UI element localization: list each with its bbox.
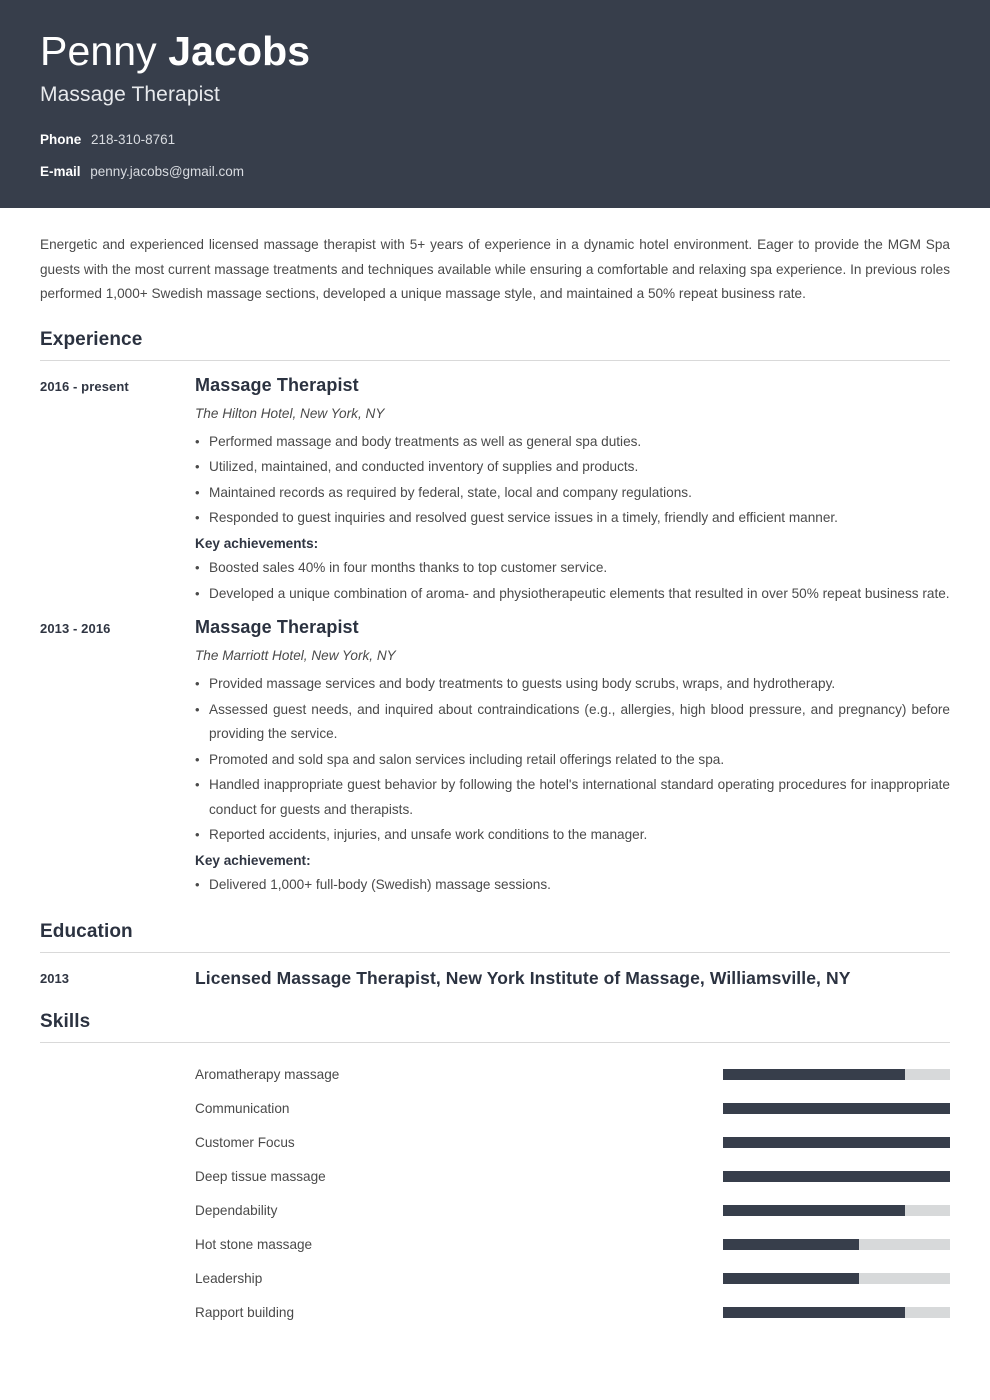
skill-label: Rapport building	[195, 1304, 294, 1320]
list-item: • Reported accidents, injuries, and unsafe work conditions to the manager.	[195, 823, 950, 848]
skill-level-bar	[723, 1171, 950, 1182]
list-item	[40, 1193, 950, 1227]
key-achievements-label: Key achievements:	[195, 535, 319, 551]
candidate-last-name: Jacobs	[168, 28, 311, 74]
professional-summary: Energetic and experienced licensed massage therapist with 5+ years of experience in a dynamic hotel environment. Eager to provide the MGM Spa guests with the most current massage treatments and techniques available while ensuring a comfortable and relaxing spa experience. In previous roles performed 1,000+ Swedish massage sections, developed a unique massage style, and maintained a 50% repeat business rate.	[40, 237, 950, 301]
list-item: • Promoted and sold spa and salon services including retail offerings related to the spa.	[195, 748, 950, 773]
skill-level-fill	[723, 1171, 950, 1182]
education-entry-date: 2013	[40, 970, 69, 986]
skill-level-bar	[723, 1137, 950, 1148]
skill-label: Deep tissue massage	[195, 1168, 326, 1184]
experience-entry-achievements	[195, 873, 950, 898]
skill-level-bar	[723, 1239, 950, 1250]
skill-level-bar	[723, 1273, 950, 1284]
candidate-first-name: Penny	[40, 28, 157, 74]
list-item: • Provided massage services and body treatments to guests using body scrubs, wraps, and hydrotherapy.	[195, 672, 950, 697]
list-item: • Utilized, maintained, and conducted inventory of supplies and products.	[195, 455, 950, 480]
skill-level-fill	[723, 1273, 859, 1284]
experience-entry-body	[195, 375, 950, 608]
experience-entry-date: 2016 - present	[40, 378, 129, 394]
list-item: • Developed a unique combination of aroma- and physiotherapeutic elements that resulted in over 50% repeat business rate.	[195, 582, 950, 607]
education-section	[40, 921, 950, 990]
list-item	[40, 1057, 950, 1091]
skill-label: Dependability	[195, 1202, 278, 1218]
list-item	[40, 1261, 950, 1295]
skills-list	[40, 1057, 950, 1329]
experience-entry-body	[195, 617, 950, 899]
list-item: • Performed massage and body treatments as well as general spa duties.	[195, 430, 950, 455]
experience-entry-title: Massage Therapist	[195, 374, 359, 395]
skills-divider	[40, 1042, 950, 1043]
skill-level-bar	[723, 1205, 950, 1216]
candidate-job-title: Massage Therapist	[40, 83, 220, 107]
experience-entry-achievements	[195, 556, 950, 606]
skill-level-fill	[723, 1137, 950, 1148]
experience-section	[40, 329, 950, 899]
skill-level-bar	[723, 1103, 950, 1114]
skill-level-fill	[723, 1239, 859, 1250]
experience-entry	[40, 617, 950, 899]
skill-label: Hot stone massage	[195, 1236, 313, 1252]
experience-entry-organization: The Marriott Hotel, New York, NY	[195, 648, 396, 663]
experience-entry-organization: The Hilton Hotel, New York, NY	[195, 405, 385, 421]
list-item: • Maintained records as required by federal, state, local and company regulations.	[195, 481, 950, 506]
experience-entry	[40, 375, 950, 608]
list-item: • Boosted sales 40% in four months thanks to top customer service.	[195, 556, 950, 581]
email-label: E-mail	[40, 163, 81, 179]
experience-entry-bullets	[195, 672, 950, 848]
candidate-name	[40, 30, 950, 73]
skill-level-bar	[723, 1307, 950, 1318]
phone-label: Phone	[40, 132, 82, 148]
skills-heading: Skills	[40, 1011, 91, 1033]
education-heading: Education	[40, 920, 133, 942]
education-entry-title: Licensed Massage Therapist, New York Institute of Massage, Williamsville, NY	[195, 967, 851, 988]
experience-divider	[40, 360, 950, 361]
experience-entry-date: 2013 - 2016	[40, 621, 111, 636]
email-value[interactable]: penny.jacobs@gmail.com	[90, 163, 245, 179]
skill-level-fill	[723, 1205, 905, 1216]
list-item: • Delivered 1,000+ full-body (Swedish) massage sessions.	[195, 873, 950, 898]
contact-row-phone	[40, 133, 950, 147]
contact-row-email	[40, 165, 950, 179]
phone-value[interactable]: 218-310-8761	[91, 132, 176, 148]
list-item	[40, 1295, 950, 1329]
list-item	[40, 1227, 950, 1261]
skill-label: Aromatherapy massage	[195, 1066, 340, 1082]
experience-heading: Experience	[40, 328, 143, 350]
list-item	[40, 1091, 950, 1125]
skill-level-fill	[723, 1103, 950, 1114]
skills-section	[40, 1011, 950, 1329]
skill-label: Communication	[195, 1100, 290, 1116]
resume-header	[0, 0, 990, 208]
education-entry	[40, 967, 950, 990]
education-divider	[40, 952, 950, 953]
skill-label: Customer Focus	[195, 1134, 295, 1150]
resume-content	[0, 233, 990, 1329]
list-item	[40, 1159, 950, 1193]
skill-level-fill	[723, 1307, 905, 1318]
experience-entry-title: Massage Therapist	[195, 617, 359, 637]
key-achievements-label: Key achievement:	[195, 852, 311, 868]
list-item	[40, 1125, 950, 1159]
experience-entry-bullets	[195, 430, 950, 531]
skill-level-fill	[723, 1069, 905, 1080]
skill-label: Leadership	[195, 1270, 263, 1286]
skill-level-bar	[723, 1069, 950, 1080]
list-item: • Assessed guest needs, and inquired about contraindications (e.g., allergies, high blood pressure, and pregnancy) before providing the service.	[195, 698, 950, 747]
list-item: • Handled inappropriate guest behavior by following the hotel's international standard operating procedures for inappropriate conduct for guests and therapists.	[195, 773, 950, 822]
list-item: • Responded to guest inquiries and resolved guest service issues in a timely, friendly and efficient manner.	[195, 506, 950, 531]
